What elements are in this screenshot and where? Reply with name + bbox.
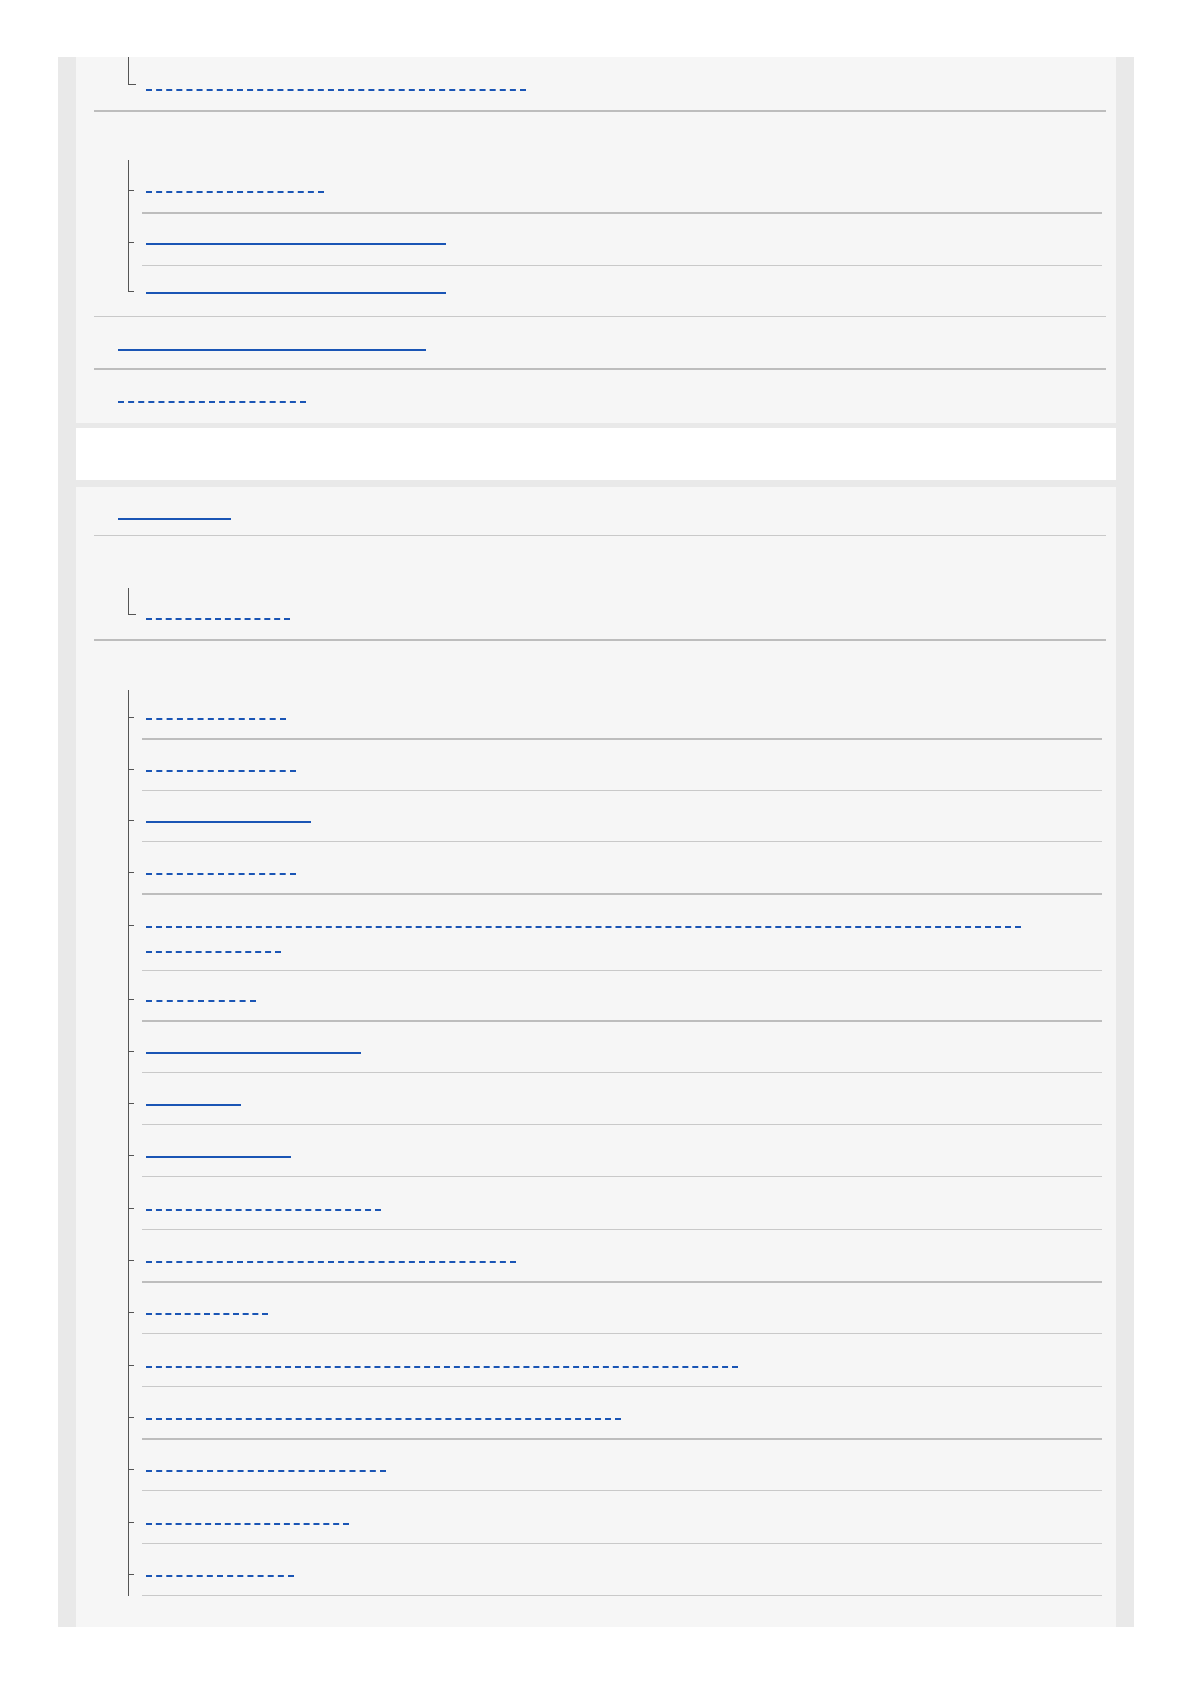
divider (94, 110, 1106, 112)
toc-link[interactable] (146, 1470, 386, 1472)
toc-link[interactable] (146, 770, 296, 772)
tree-tick (128, 1208, 134, 1209)
toc-link[interactable] (146, 1261, 516, 1263)
toc-link[interactable] (118, 349, 426, 351)
divider (142, 1543, 1102, 1544)
toc-link[interactable] (146, 718, 286, 720)
divider (142, 1176, 1102, 1177)
tree-connector-icon (128, 57, 136, 85)
tree-tick (128, 1522, 134, 1523)
toc-link[interactable] (146, 1575, 294, 1577)
tree-tick (128, 242, 134, 243)
toc-link[interactable] (118, 401, 306, 403)
divider (142, 1490, 1102, 1491)
toc-link-continued[interactable] (146, 951, 281, 953)
divider (94, 535, 1106, 536)
divider (142, 1438, 1102, 1440)
tree-tick (128, 1417, 134, 1418)
tree-tick (128, 999, 134, 1000)
tree-tick (128, 291, 134, 292)
toc-panel-bottom (76, 487, 1116, 1627)
tree-line (128, 160, 129, 291)
divider (142, 1281, 1102, 1283)
tree-tick (128, 1103, 134, 1104)
divider (142, 212, 1102, 214)
toc-link[interactable] (146, 926, 1021, 928)
tree-tick (128, 190, 134, 191)
toc-link[interactable] (146, 1000, 256, 1002)
toc-link[interactable] (118, 518, 231, 520)
divider (142, 1020, 1102, 1022)
divider (142, 1229, 1102, 1230)
tree-tick (128, 925, 134, 926)
toc-link[interactable] (146, 243, 446, 245)
divider (94, 368, 1106, 370)
toc-link[interactable] (146, 1104, 241, 1106)
divider (142, 1072, 1102, 1073)
toc-link[interactable] (146, 1418, 621, 1420)
divider (142, 893, 1102, 895)
divider (142, 738, 1102, 740)
tree-tick (128, 1312, 134, 1313)
toc-link[interactable] (146, 89, 526, 91)
divider (142, 1595, 1102, 1596)
toc-link[interactable] (146, 618, 290, 620)
toc-link[interactable] (146, 821, 311, 823)
tree-tick (128, 1365, 134, 1366)
section-separator (76, 428, 1116, 480)
divider (142, 970, 1102, 971)
divider (142, 1333, 1102, 1334)
divider (142, 265, 1102, 266)
divider (142, 1386, 1102, 1387)
divider (142, 1124, 1102, 1125)
divider (142, 790, 1102, 791)
tree-tick (128, 820, 134, 821)
tree-tick (128, 872, 134, 873)
toc-link[interactable] (146, 1209, 381, 1211)
tree-connector-icon (128, 588, 136, 615)
tree-tick (128, 1051, 134, 1052)
tree-line (128, 690, 129, 1596)
toc-link[interactable] (146, 1052, 361, 1054)
divider (94, 316, 1106, 317)
divider (94, 639, 1106, 641)
tree-tick (128, 1574, 134, 1575)
tree-tick (128, 1469, 134, 1470)
tree-tick (128, 769, 134, 770)
toc-link[interactable] (146, 1523, 349, 1525)
toc-link[interactable] (146, 191, 324, 193)
toc-link[interactable] (146, 1156, 291, 1158)
divider (142, 841, 1102, 842)
toc-link[interactable] (146, 873, 296, 875)
toc-link[interactable] (146, 1313, 268, 1315)
toc-link[interactable] (146, 1366, 738, 1368)
toc-link[interactable] (146, 292, 446, 294)
tree-tick (128, 717, 134, 718)
tree-tick (128, 1260, 134, 1261)
tree-tick (128, 1155, 134, 1156)
